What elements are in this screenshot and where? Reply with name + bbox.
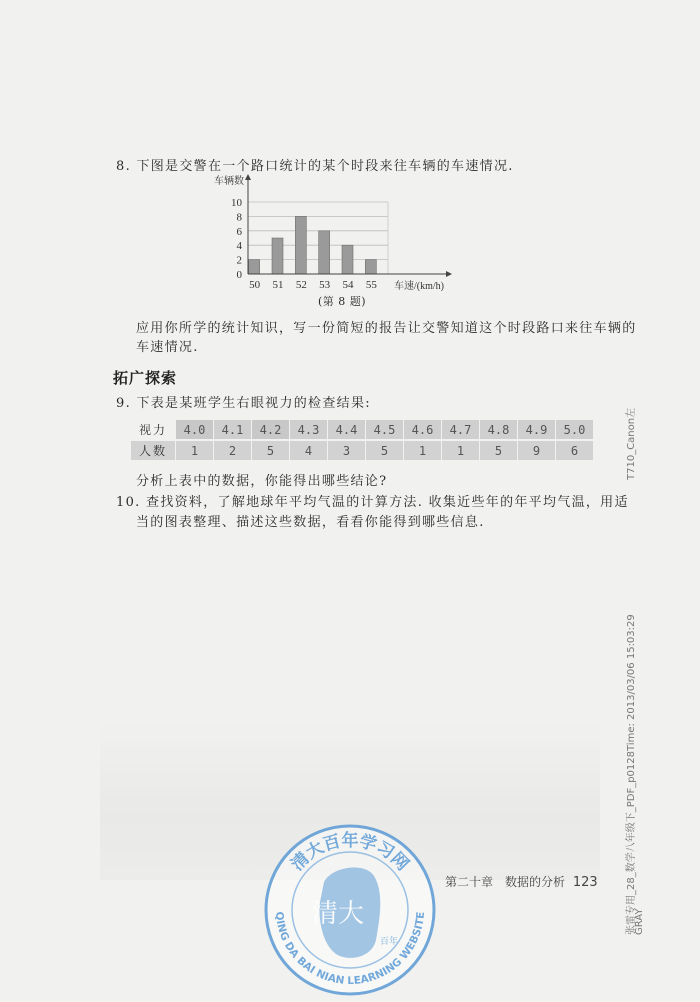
problem-number: 10. [116,495,141,510]
svg-text:车辆数: 车辆数 [214,176,244,187]
problem-number: 8. [116,159,132,174]
problem-10-line1 [116,491,629,510]
row-label: 视力 [138,423,167,437]
scanner-mark-gray: GRAY [634,908,645,935]
table-cell: 4.7 [442,420,479,439]
table-row-vision [131,420,593,439]
svg-text:55: 55 [365,279,377,291]
svg-text:6: 6 [236,225,242,238]
scanner-mark-bottom: 张雷专用_28_数学八年级下_PDF_p0128Time: 2013/03/06 15:03:29 [626,614,637,935]
section-heading: 拓广探索 [113,369,178,387]
problem-8-task-line2: 车速情况. [136,340,199,355]
table-cell: 4 [290,441,327,460]
svg-text:8: 8 [236,211,242,224]
table-cell: 4.4 [328,420,365,439]
svg-text:51: 51 [272,279,284,291]
bar-chart-svg [200,170,470,310]
svg-text:清大百年学习网: 清大百年学习网 [287,831,413,875]
table-cell: 5.0 [556,420,593,439]
table-cell: 4.8 [480,420,517,439]
speed-bar-chart [200,170,470,310]
svg-text:QING DA BAI NIAN LEARNING WEBS: QING DA BAI NIAN LEARNING WEBSITE [272,911,428,988]
watermark-stamp [262,822,438,998]
problem-number: 9. [116,396,132,411]
svg-text:4: 4 [236,240,242,253]
svg-text:50: 50 [249,279,261,291]
problem-9-question: 分析上表中的数据，你能得出哪些结论? [136,474,388,489]
table-cell: 1 [404,441,441,460]
svg-text:52: 52 [295,279,307,291]
problem-text: 下图是交警在一个路口统计的某个时段来往车辆的车速情况. [136,159,514,174]
table-cell: 4.6 [404,420,441,439]
table-cell: 4.3 [290,420,327,439]
table-cell: 5 [252,441,289,460]
table-cell: 4.1 [214,420,251,439]
table-cell: 1 [176,441,213,460]
table-cell: 5 [480,441,517,460]
svg-text:2: 2 [236,254,242,267]
row-label: 人数 [131,441,175,460]
svg-text:清大: 清大 [311,899,365,929]
problem-9-prompt [116,392,371,411]
problem-8-task-line1: 应用你所学的统计知识，写一份简短的报告让交警知道这个时段路口来往车辆的 [136,321,637,336]
scanner-mark-top: T710_Canon左 [626,407,637,480]
svg-text:车速/(km/h): 车速/(km/h) [394,281,444,292]
svg-text:10: 10 [231,197,242,209]
svg-text:54: 54 [342,279,354,291]
table-cell: 1 [442,441,479,460]
table-cell: 6 [556,441,593,460]
svg-text:百年: 百年 [380,937,399,947]
page-footer [445,873,598,890]
vision-table [130,418,594,462]
table-cell: 4.2 [252,420,289,439]
page-number: 123 [572,875,598,890]
svg-text:0: 0 [236,269,242,281]
chart-caption: (第 8 题) [318,295,367,308]
table-cell: 9 [518,441,555,460]
svg-text:53: 53 [319,279,331,291]
problem-text: 下表是某班学生右眼视力的检查结果: [136,396,371,411]
watermark-logo-icon [262,822,438,998]
table-cell: 5 [366,441,403,460]
table-cell: 4.9 [518,420,555,439]
problem-10-line2: 当的图表整理、描述这些数据，看看你能得到哪些信息. [136,515,485,530]
table-row-count [131,441,593,460]
table-cell: 3 [328,441,365,460]
table-cell: 2 [214,441,251,460]
table-cell: 4.5 [366,420,403,439]
chapter-title: 第二十章 数据的分析 [445,875,566,889]
problem-text: 查找资料，了解地球年平均气温的计算方法. 收集近些年的年平均气温，用适 [146,495,629,510]
table-cell: 4.0 [176,420,213,439]
